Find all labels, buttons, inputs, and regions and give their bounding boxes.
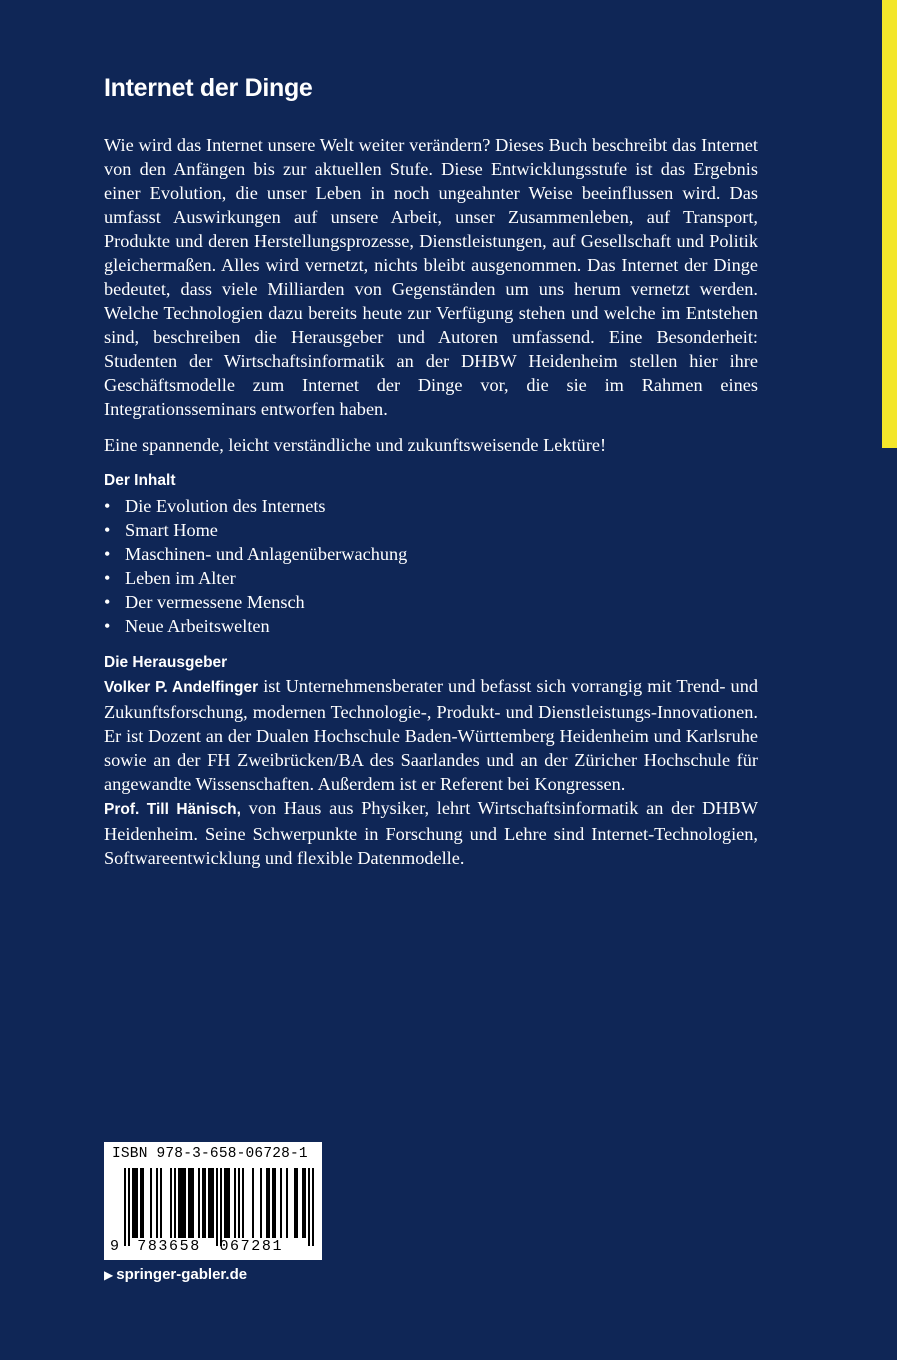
- bullet-icon: •: [104, 544, 111, 564]
- barcode-bar: [280, 1168, 282, 1238]
- editor-name: Volker P. Andelfinger: [104, 679, 259, 696]
- barcode-bar: [260, 1168, 262, 1238]
- contents-list: [104, 494, 758, 638]
- barcode-bar: [224, 1168, 226, 1238]
- barcode-bar: [182, 1168, 184, 1238]
- list-item: • Maschinen- und Anlagenüberwachung: [104, 544, 408, 564]
- barcode-guard-bar: [128, 1168, 130, 1246]
- barcode-bar: [190, 1168, 192, 1238]
- list-item: • Der vermessene Mensch: [104, 592, 305, 612]
- barcode-bar: [226, 1168, 228, 1238]
- barcode-bar: [234, 1168, 236, 1238]
- book-title: Internet der Dinge: [104, 74, 313, 102]
- barcode-bar: [212, 1168, 214, 1238]
- contents-heading: Der Inhalt: [104, 472, 176, 489]
- barcode-bar: [150, 1168, 152, 1238]
- isbn-label: ISBN 978-3-658-06728-1: [112, 1146, 308, 1162]
- tagline: Eine spannende, leicht verständliche und zukunftsweisende Lektüre!: [104, 435, 607, 455]
- barcode-bar: [304, 1168, 306, 1238]
- barcode-bar: [140, 1168, 142, 1238]
- bullet-icon: •: [104, 616, 111, 636]
- editor-bio-haenisch: [104, 796, 758, 870]
- barcode-bar: [198, 1168, 200, 1238]
- ean-first-digit: 9: [110, 1238, 121, 1255]
- barcode-bar: [294, 1168, 296, 1238]
- barcode-bar: [302, 1168, 304, 1238]
- barcode-bar: [286, 1168, 288, 1238]
- barcode-bar: [174, 1168, 176, 1238]
- barcode-bar: [272, 1168, 274, 1238]
- bullet-icon: •: [104, 568, 111, 588]
- ean-left-group: 783658: [137, 1238, 201, 1255]
- barcode-bar: [238, 1168, 240, 1238]
- barcode-guard-bar: [308, 1168, 310, 1246]
- barcode-bars: [124, 1168, 314, 1246]
- back-cover-content: [104, 70, 758, 870]
- barcode-bar: [136, 1168, 138, 1238]
- ean-digits: [110, 1238, 283, 1255]
- accent-bar: [882, 0, 897, 448]
- list-item: • Smart Home: [104, 520, 218, 540]
- bullet-icon: •: [104, 496, 111, 516]
- barcode-bar: [132, 1168, 134, 1238]
- website-url: springer-gabler.de: [116, 1266, 248, 1283]
- editor-bio-andelfinger: [104, 674, 758, 796]
- barcode-bar: [274, 1168, 276, 1238]
- barcode-bar: [180, 1168, 182, 1238]
- barcode-bar: [170, 1168, 172, 1238]
- barcode-bar: [296, 1168, 298, 1238]
- barcode-guard-bar: [220, 1168, 222, 1246]
- website-link[interactable]: [104, 1266, 247, 1283]
- description-paragraph: Wie wird das Internet unsere Welt weiter verändern? Dieses Buch beschreibt das Internet von den Anfängen bis zur aktuellen Stufe. Diese Entwicklungsstufe ist das Ergebnis einer Evolution, die unser Leben in noch ungeahnter Weise beeinflussen wird. Das umfasst Auswirkungen auf unsere Arbeit, unser Zusammenleben, auf Transport, Produkte und deren Herstellungsprozesse, Dienstleistungen, auf Gesellschaft und Politik gleichermaßen. Alles wird vernetzt, nichts bleibt ausgenommen. Das Internet der Dinge bedeutet, dass viele Milliarden von Gegenständen um uns herum vernetzt werden. Welche Technologien dazu bereits heute zur Verfügung stehen und welche im Entstehen sind, beschreiben die Herausgeber und Autoren umfassend. Eine Besonderheit: Studenten der Wirtschaftsinformatik an der DHBW Heidenheim stellen hier ihre Geschäftsmodelle zum Internet der Dinge vor, die sie im Rahmen eines Integrationsseminars entworfen haben.: [104, 135, 758, 419]
- editor-description: von Haus aus Physiker, lehrt Wirtschaftsinformatik an der DHBW Heidenheim. Seine Schwerpunkte in Forschung und Lehre sind Internet-Technologien, Softwareentwicklung und flexible Datenmodelle.: [104, 798, 758, 868]
- editors-heading: Die Herausgeber: [104, 654, 228, 671]
- barcode-bar: [228, 1168, 230, 1238]
- barcode-guard-bar: [216, 1168, 218, 1246]
- barcode-bar: [184, 1168, 186, 1238]
- barcode-bar: [268, 1168, 270, 1238]
- barcode-bar: [192, 1168, 194, 1238]
- barcode-bar: [160, 1168, 162, 1238]
- barcode-guard-bar: [124, 1168, 126, 1246]
- barcode-bar: [156, 1168, 158, 1238]
- editor-description: ist Unternehmensberater und befasst sich vorrangig mit Trend- und Zukunftsforschung, modernen Technologie-, Produkt- und Dienstleistungs-Innovationen. Er ist Dozent an der Dualen Hochschule Baden-Württemberg Heidenheim und Karlsruhe sowie an der FH Zweibrücken/BA des Saarlandes und an der Züricher Hochschule für angewandte Wissenschaften. Außerdem ist er Referent bei Kongressen.: [104, 676, 758, 794]
- barcode-bar: [134, 1168, 136, 1238]
- list-item: • Neue Arbeitswelten: [104, 616, 270, 636]
- ean-right-group: 067281: [219, 1238, 284, 1255]
- list-item: • Die Evolution des Internets: [104, 496, 326, 516]
- barcode-bar: [188, 1168, 190, 1238]
- editor-name: Prof. Till Hänisch,: [104, 801, 241, 818]
- barcode-bar: [202, 1168, 204, 1238]
- barcode-bar: [242, 1168, 244, 1238]
- barcode-bar: [204, 1168, 206, 1238]
- barcode-bar: [178, 1168, 180, 1238]
- barcode-bar: [208, 1168, 210, 1238]
- play-arrow-icon: ▶: [104, 1268, 114, 1282]
- barcode-guard-bar: [312, 1168, 314, 1246]
- barcode-bar: [210, 1168, 212, 1238]
- barcode-bar: [252, 1168, 254, 1238]
- bullet-icon: •: [104, 592, 111, 612]
- barcode-bar: [142, 1168, 144, 1238]
- list-item: • Leben im Alter: [104, 568, 236, 588]
- bullet-icon: •: [104, 520, 111, 540]
- isbn-barcode: [104, 1142, 322, 1260]
- barcode-bar: [266, 1168, 268, 1238]
